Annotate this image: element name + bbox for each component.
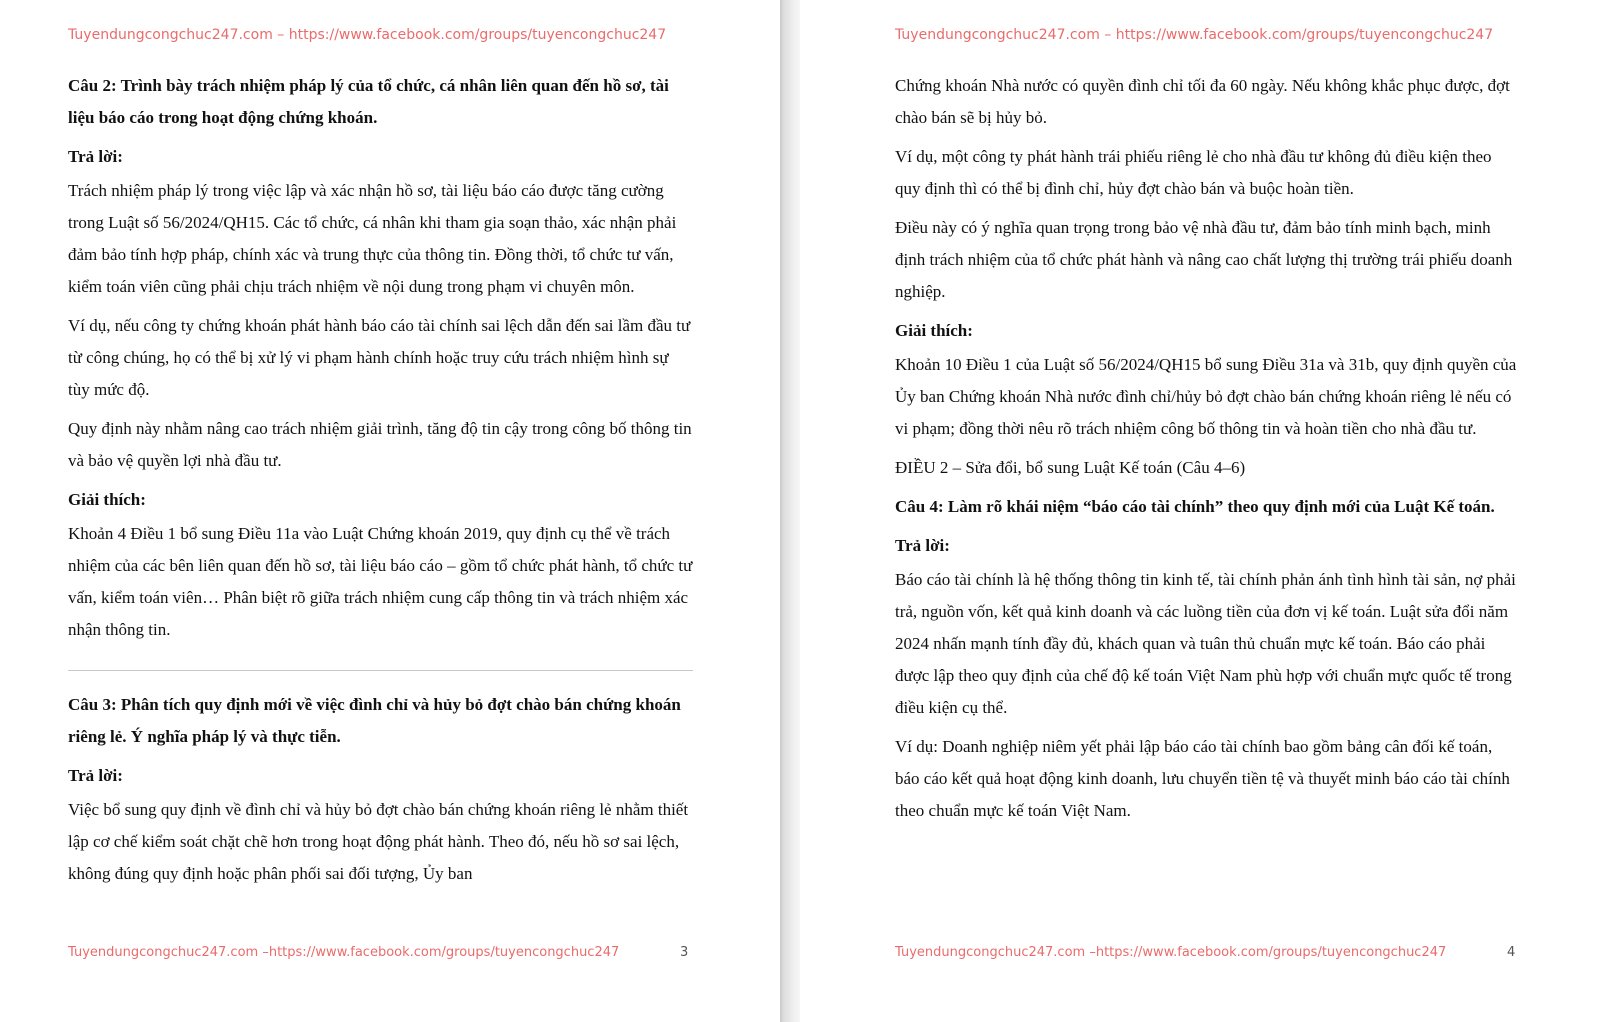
paragraph: Ví dụ: Doanh nghiệp niêm yết phải lập báo cáo tài chính bao gồm bảng cân đối kế toán, báo cáo kết quả hoạt động kinh doanh, lưu chuyển tiền tệ và thuyết minh báo cáo tài chính theo chuẩn mực kế toán Việt Nam. (895, 737, 1510, 820)
paragraph: Ví dụ, một công ty phát hành trái phiếu riêng lẻ cho nhà đầu tư không đủ điều kiện theo quy định thì có thể bị đình chỉ, hủy đợt chào bán và buộc hoàn tiền. (895, 147, 1492, 198)
document-page-4 (800, 0, 1600, 1022)
explanation-label: Giải thích: (895, 321, 973, 340)
page-body (68, 70, 693, 897)
article-heading: ĐIỀU 2 – Sửa đổi, bổ sung Luật Kế toán (Câu 4–6) (895, 458, 1246, 477)
page-header[interactable]: Tuyendungcongchuc247.com – https://www.facebook.com/groups/tuyencongchuc247 (895, 27, 1494, 43)
paragraph: Trách nhiệm pháp lý trong việc lập và xác nhận hồ sơ, tài liệu báo cáo được tăng cường trong Luật số 56/2024/QH15. Các tổ chức, cá nhân khi tham gia soạn thảo, xác nhận phải đảm bảo tính hợp pháp, chính xác và trung thực của thông tin. Đồng thời, tổ chức tư vấn, kiểm toán viên cũng phải chịu trách nhiệm về nội dung trong phạm vi chuyên môn. (68, 181, 677, 296)
page-number: 4 (1507, 945, 1516, 960)
paragraph: Điều này có ý nghĩa quan trọng trong bảo vệ nhà đầu tư, đảm bảo tính minh bạch, minh định trách nhiệm của tổ chức phát hành và nâng cao chất lượng thị trường trái phiếu doanh nghiệp. (895, 218, 1513, 301)
paragraph: Chứng khoán Nhà nước có quyền đình chỉ tối đa 60 ngày. Nếu không khắc phục được, đợt chào bán sẽ bị hủy bỏ. (895, 76, 1510, 127)
page-footer[interactable]: Tuyendungcongchuc247.com –https://www.facebook.com/groups/tuyencongchuc247 (895, 945, 1447, 960)
answer-label: Trả lời: (68, 766, 123, 785)
explanation-label: Giải thích: (68, 490, 146, 509)
paragraph: Quy định này nhằm nâng cao trách nhiệm giải trình, tăng độ tin cậy trong công bố thông tin và bảo vệ quyền lợi nhà đầu tư. (68, 419, 692, 470)
answer-label: Trả lời: (68, 147, 123, 166)
page-number: 3 (680, 945, 689, 960)
page-gutter (780, 0, 800, 1022)
paragraph: Khoản 10 Điều 1 của Luật số 56/2024/QH15 bổ sung Điều 31a và 31b, quy định quyền của Ủy ban Chứng khoán Nhà nước đình chỉ/hủy bỏ đợt chào bán chứng khoán riêng lẻ nếu có vi phạm; đồng thời nêu rõ trách nhiệm công bố thông tin và hoàn tiền cho nhà đầu tư. (895, 355, 1517, 438)
question-4-title: Câu 4: Làm rõ khái niệm “báo cáo tài chính” theo quy định mới của Luật Kế toán. (895, 497, 1495, 516)
question-2-title: Câu 2: Trình bày trách nhiệm pháp lý của tổ chức, cá nhân liên quan đến hồ sơ, tài liệu báo cáo trong hoạt động chứng khoán. (68, 76, 669, 127)
paragraph: Ví dụ, nếu công ty chứng khoán phát hành báo cáo tài chính sai lệch dẫn đến sai lầm đầu tư từ công chúng, họ có thể bị xử lý vi phạm hành chính hoặc truy cứu trách nhiệm hình sự tùy mức độ. (68, 316, 691, 399)
page-header[interactable]: Tuyendungcongchuc247.com – https://www.facebook.com/groups/tuyencongchuc247 (68, 27, 667, 43)
page-footer[interactable]: Tuyendungcongchuc247.com –https://www.facebook.com/groups/tuyencongchuc247 (68, 945, 620, 960)
paragraph: Việc bổ sung quy định về đình chỉ và hủy bỏ đợt chào bán chứng khoán riêng lẻ nhằm thiết lập cơ chế kiểm soát chặt chẽ hơn trong hoạt động phát hành. Theo đó, nếu hồ sơ sai lệch, không đúng quy định hoặc phân phối sai đối tượng, Ủy ban (68, 800, 689, 883)
page-body (895, 70, 1520, 834)
question-3-title: Câu 3: Phân tích quy định mới về việc đình chỉ và hủy bỏ đợt chào bán chứng khoán riêng lẻ. Ý nghĩa pháp lý và thực tiễn. (68, 695, 681, 746)
answer-label: Trả lời: (895, 536, 950, 555)
paragraph: Báo cáo tài chính là hệ thống thông tin kinh tế, tài chính phản ánh tình hình tài sản, nợ phải trả, nguồn vốn, kết quả kinh doanh và các luồng tiền của đơn vị kế toán. Luật sửa đổi năm 2024 nhấn mạnh tính đầy đủ, khách quan và tuân thủ chuẩn mực kế toán. Báo cáo phải được lập theo quy định của chế độ kế toán Việt Nam phù hợp với chuẩn mực quốc tế trong điều kiện cụ thể. (895, 570, 1516, 717)
section-divider (68, 670, 693, 671)
paragraph: Khoản 4 Điều 1 bổ sung Điều 11a vào Luật Chứng khoán 2019, quy định cụ thể về trách nhiệm của các bên liên quan đến hồ sơ, tài liệu báo cáo – gồm tổ chức phát hành, tổ chức tư vấn, kiểm toán viên… Phân biệt rõ giữa trách nhiệm cung cấp thông tin và trách nhiệm xác nhận thông tin. (68, 524, 693, 639)
document-page-3 (0, 0, 780, 1022)
